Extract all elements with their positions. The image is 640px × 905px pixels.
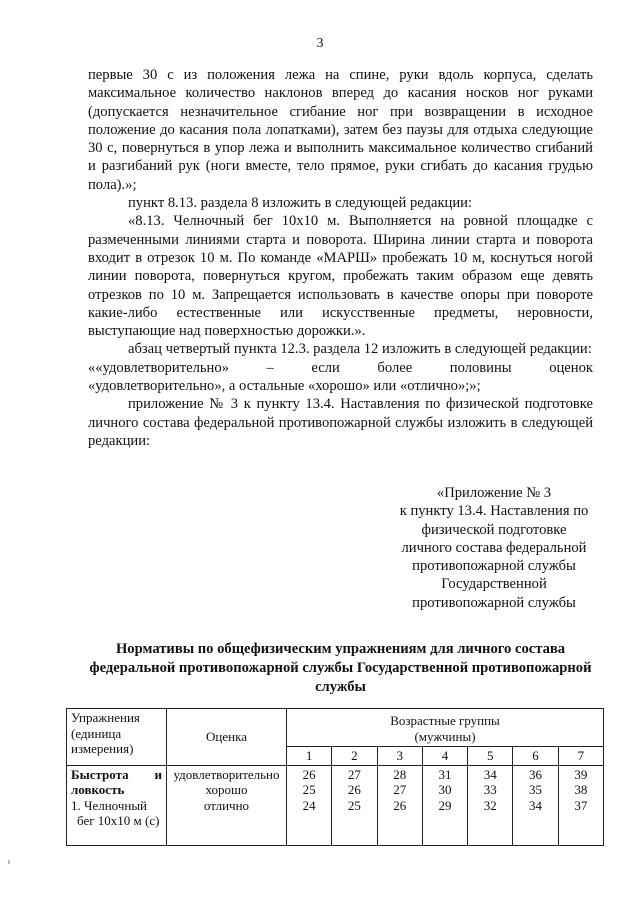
value: 26 [393, 797, 407, 813]
table-title: Нормативы по общефизическим упражнениям для личного состава федеральной противопожарной службы Государственной противопожарной службы [89, 641, 592, 695]
header-grade-cell: Оценка [167, 709, 287, 766]
grade-label: хорошо [205, 782, 248, 797]
age-group-cell: 1 [287, 747, 332, 766]
value: 26 [347, 782, 361, 797]
exercise-label-line: бег 10x10 м (с) [77, 813, 160, 828]
section-label-word: ловкость [71, 782, 125, 797]
quote-word: если [311, 359, 340, 376]
header-exercise-line: Упражнения [71, 710, 140, 725]
value: 30 [438, 782, 452, 797]
exercise-cell [67, 765, 167, 845]
exercise-label-line: 1. Челночный [71, 797, 148, 813]
paragraph-1: первые 30 с из положения лежа на спине, руки вдоль корпуса, сделать максимальное количество наклонов вперед до касания носков ног руками (допускается незначительное сгибание ног при возвращении в исходное положение до касания пола лопатками), затем без паузы для отдыха следующие 30 с, повернуться в упор лежа и выполнить максимальное количество сгибаний и разгибаний рук (ноги вместе, тело прямое, руки сгибать до касания грудью пола).»; [88, 67, 593, 193]
quote-word: более [377, 359, 413, 376]
grades-cell [167, 765, 287, 845]
value: 25 [302, 782, 316, 797]
value: 36 [529, 766, 543, 782]
age-group-cell: 6 [513, 747, 558, 766]
quote-line [88, 359, 593, 377]
table-row [67, 765, 604, 845]
header-exercise-line: (единица [71, 725, 122, 741]
value: 33 [483, 782, 497, 797]
paragraph-last: приложение № 3 к пункту 13.4. Наставления по физической подготовке личного состава федеральной противопожарной службы изложить в следующей редакции: [88, 396, 593, 449]
paragraph-4: абзац четвертый пункта 12.3. раздела 12 изложить в следующей редакции: [128, 341, 592, 358]
value: 24 [302, 797, 316, 813]
norms-table [66, 708, 604, 846]
appendix-line: противопожарной службы [412, 558, 576, 575]
value-cell [513, 765, 558, 845]
value: 35 [529, 782, 543, 797]
paragraph-3: «8.13. Челночный бег 10x10 м. Выполняется на ровной площадке с размеченными линиями старта и поворота. Ширина линии старта и поворота входит в отрезок 10 м. По команде «МАРШ» пробежать 10 м, коснуться ногой линии поворота, повернуться кругом, пробежать таким образом еще девять отрезков по 10 м. Запрещается использовать в качестве опоры при повороте какие-либо естественные или искусственные предметы, неровности, выступающие над поверхностью дорожки.». [88, 213, 593, 340]
header-exercise-line: измерения) [71, 741, 134, 756]
value: 37 [574, 797, 588, 813]
value: 27 [347, 766, 361, 782]
appendix-line: физической подготовке [421, 521, 567, 538]
value-cell [332, 765, 377, 845]
appendix-line: Государственной [441, 576, 547, 593]
paragraph-2: пункт 8.13. раздела 8 изложить в следующей редакции: [128, 195, 473, 212]
section-label [71, 767, 162, 783]
value-cell [377, 765, 422, 845]
appendix-line: «Приложение № 3 [436, 485, 552, 501]
body-text [88, 66, 593, 450]
header-age-line: (мужчины) [414, 728, 476, 744]
value: 27 [393, 782, 407, 797]
quote-tail: «удовлетворительно», а остальные «хорошо» или «отлично»;»; [88, 378, 481, 395]
value: 38 [574, 782, 588, 797]
age-group-cell: 7 [558, 747, 603, 766]
value: 25 [347, 797, 361, 813]
quote-word: – [266, 359, 274, 376]
age-group-cell: 4 [422, 747, 467, 766]
page-number: 3 [316, 36, 324, 51]
value-cell [558, 765, 603, 845]
header-age-cell [287, 709, 604, 747]
appendix-line: противопожарной службы [412, 594, 576, 611]
age-group-cell: 3 [377, 747, 422, 766]
header-exercise-cell [67, 709, 167, 766]
value: 32 [483, 797, 497, 813]
table-header-row [67, 709, 604, 747]
value: 34 [529, 797, 543, 813]
value: 39 [574, 766, 588, 782]
age-group-cell: 2 [332, 747, 377, 766]
section-label-word: Быстрота [71, 766, 129, 782]
value: 29 [438, 797, 452, 813]
value: 28 [393, 766, 407, 782]
appendix-line: личного состава федеральной [401, 539, 587, 556]
value-cell [468, 765, 513, 845]
value-cell [287, 765, 332, 845]
value-cell [422, 765, 467, 845]
appendix-note [384, 484, 604, 612]
grade-label: отлично [203, 797, 250, 813]
value: 26 [302, 766, 316, 782]
quote-word: оценок [549, 359, 593, 376]
header-age-line: Возрастные группы [390, 713, 500, 728]
quote-word: ««удовлетворительно» [88, 359, 229, 376]
grade-label: удовлетворительно [173, 766, 280, 782]
value: 31 [438, 766, 452, 782]
value: 34 [483, 766, 497, 782]
age-group-cell: 5 [468, 747, 513, 766]
appendix-line: к пункту 13.4. Наставления по [399, 503, 589, 520]
section-label-word: и [154, 766, 162, 782]
quote-word: половины [449, 359, 512, 376]
scan-mark [8, 860, 10, 864]
